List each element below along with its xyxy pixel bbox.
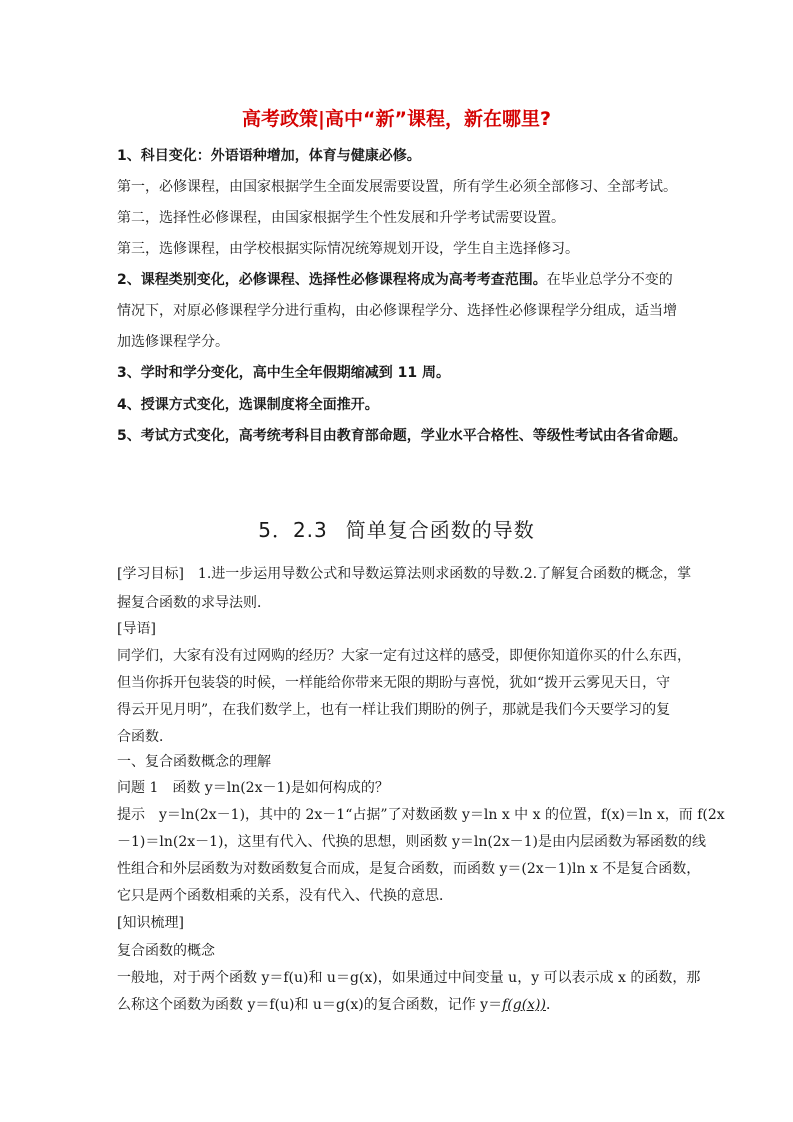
policy-line-4: 第三，选修课程，由学校根据实际情况统筹规划开设，学生自主选择修习。 [117, 241, 579, 257]
policy-item-1: 1、科目变化：外语语种增加，体育与健康必修。 [117, 148, 421, 164]
question-1: 问题 1 函数 y＝ln(2x－1)是如何构成的？ [117, 780, 389, 796]
learning-goal-line-2: 握复合函数的求导法则． [117, 595, 271, 611]
hint-line-2: －1)＝ln(2x－1)，这里有代入、代换的思想，则函数 y＝ln(2x－1)是由内层函数为幂函数的线 [117, 834, 706, 850]
policy-item-5: 5、考试方式变化，高考统考科目由教育部命题，学业水平合格性、等级性考试由各省命题。 [117, 428, 687, 444]
hint-line-3: 性组合和外层函数为对数函数复合而成，是复合函数，而函数 y＝(2x－1)ln x 不是复合函数， [117, 861, 701, 877]
part-heading: 一、复合函数概念的理解 [117, 754, 271, 770]
knowledge-heading: [知识梳理] [117, 915, 184, 931]
policy-item-3: 3、学时和学分变化，高中生全年假期缩减到 11 周。 [117, 365, 450, 381]
concept-line-2-end: ． [545, 997, 560, 1013]
section-number: 5．2.3 [258, 518, 328, 542]
policy-line-6: 情况下，对原必修课程学分进行重构，由必修课程学分、选择性必修课程学分组成，适当增 [117, 303, 677, 319]
policy-item-2-rest: 在毕业总学分不变的 [546, 272, 673, 288]
intro-heading: [导语] [117, 621, 156, 637]
policy-line-3: 第二，选择性必修课程，由国家根据学生个性发展和升学考试需要设置。 [117, 210, 565, 226]
learning-goal-line-1: [学习目标] 1.进一步运用导数公式和导数运算法则求函数的导数.2.了解复合函数的概念，掌 [117, 566, 692, 582]
section-heading [0, 514, 793, 543]
intro-line-4: 合函数． [117, 729, 173, 745]
section-name: 简单复合函数的导数 [345, 518, 535, 542]
composite-notation: f(g(x)) [502, 997, 546, 1013]
concept-line-2 [117, 995, 560, 1015]
policy-line-7: 加选修课程学分。 [117, 334, 229, 350]
policy-item-2-bold: 2、课程类别变化，必修课程、选择性必修课程将成为高考考查范围。 [117, 272, 547, 288]
concept-line-2-text: 么称这个函数为函数 y＝f(u)和 u＝g(x)的复合函数，记作 y＝ [117, 997, 503, 1013]
intro-line-3: 得云开见月明”，在我们数学上，也有一样让我们期盼的例子，那就是我们今天要学习的复 [117, 702, 671, 718]
policy-line-5 [117, 270, 673, 290]
policy-item-4: 4、授课方式变化，选课制度将全面推开。 [117, 397, 379, 413]
hint-line-1: 提示 y＝ln(2x－1)，其中的 2x－1“占据”了对数函数 y＝ln x 中 x 的位置，f(x)＝ln x，而 f(2x [117, 807, 725, 823]
intro-line-2: 但当你拆开包装袋的时候，一样能给你带来无限的期盼与喜悦，犹如“拨开云雾见天日，守 [117, 675, 671, 691]
policy-line-2: 第一，必修课程，由国家根据学生全面发展需要设置，所有学生必须全部修习、全部考试。 [117, 179, 677, 195]
concept-line-1: 一般地，对于两个函数 y＝f(u)和 u＝g(x)，如果通过中间变量 u，y 可以表示成 x 的函数，那 [117, 970, 701, 986]
intro-line-1: 同学们，大家有没有过网购的经历？大家一定有过这样的感受，即便你知道你买的什么东西， [117, 648, 691, 664]
concept-heading: 复合函数的概念 [117, 943, 215, 959]
page-title: 高考政策|高中“新”课程，新在哪里? [242, 108, 551, 130]
hint-line-4: 它只是两个函数相乘的关系，没有代入、代换的意思． [117, 888, 453, 904]
